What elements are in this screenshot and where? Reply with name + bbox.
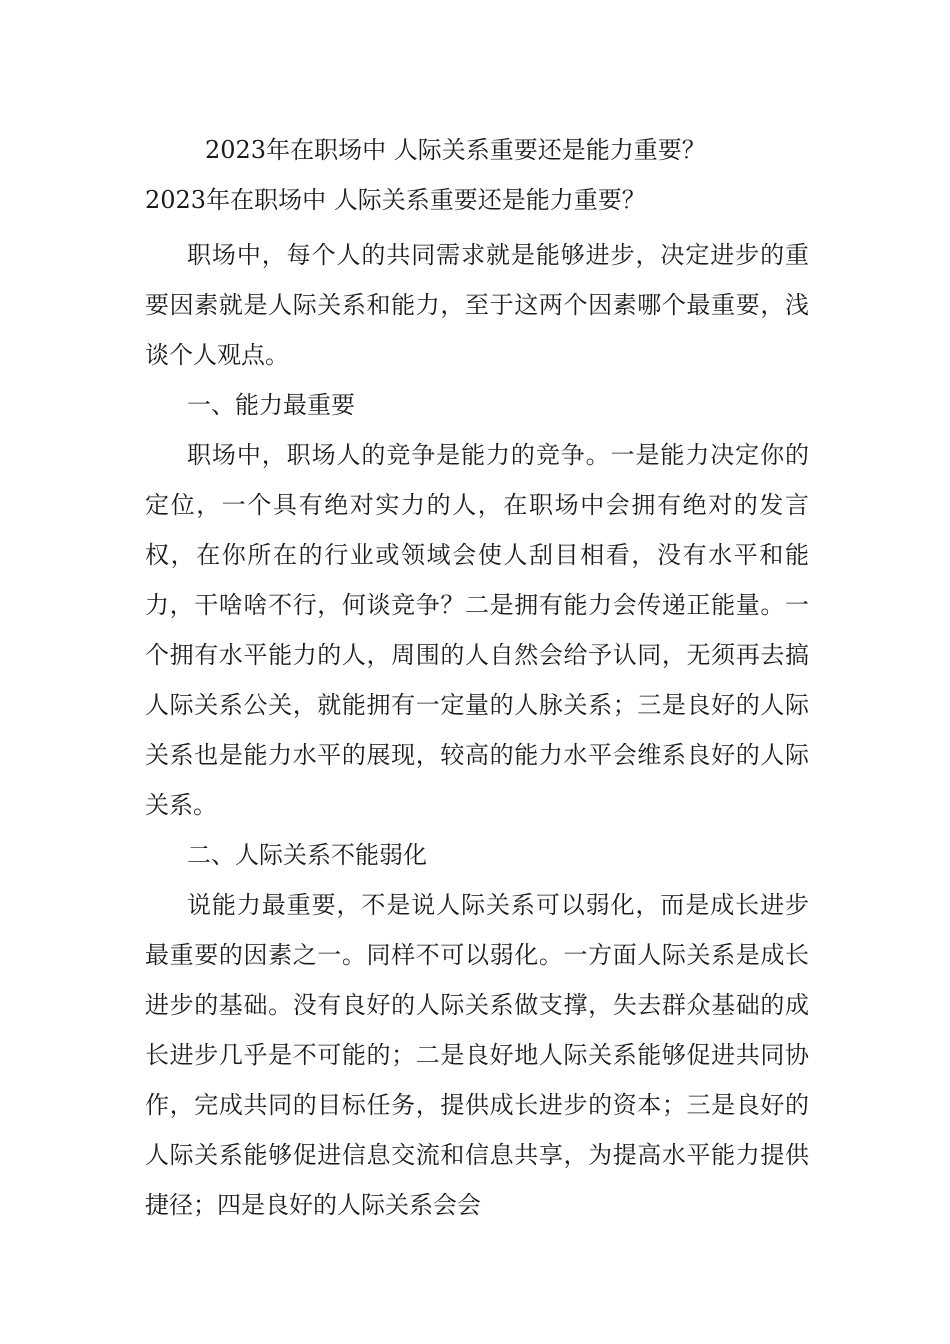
section-heading-relationships: 二、人际关系不能弱化 [187,841,427,869]
document-title: 2023年在职场中 人际关系重要还是能力重要？ [205,136,706,164]
document-subtitle: 2023年在职场中 人际关系重要还是能力重要？ [145,186,646,214]
section-heading-ability: 一、能力最重要 [187,391,355,419]
document-body [145,230,809,1230]
intro-paragraph: 职场中，每个人的共同需求就是能够进步，决定进步的重要因素就是人际关系和能力，至于这两个因素哪个最重要，浅谈个人观点。 [145,241,809,369]
section-body-relationships: 说能力最重要，不是说人际关系可以弱化，而是成长进步最重要的因素之一。同样不可以弱化。一方面人际关系是成长进步的基础。没有良好的人际关系做支撑，失去群众基础的成长进步几乎是不可能的；二是良好地人际关系能够促进共同协作，完成共同的目标任务，提供成长进步的资本；三是良好的人际关系能够促进信息交流和信息共享，为提高水平能力提供捷径；四是良好的人际关系会会 [145,891,809,1219]
section-body-ability: 职场中，职场人的竞争是能力的竞争。一是能力决定你的定位，一个具有绝对实力的人，在职场中会拥有绝对的发言权，在你所在的行业或领域会使人刮目相看，没有水平和能力，干啥啥不行，何谈竞争？二是拥有能力会传递正能量。一个拥有水平能力的人，周围的人自然会给予认同，无须再去搞人际关系公关，就能拥有一定量的人脉关系；三是良好的人际关系也是能力水平的展现，较高的能力水平会维系良好的人际关系。 [145,441,809,819]
